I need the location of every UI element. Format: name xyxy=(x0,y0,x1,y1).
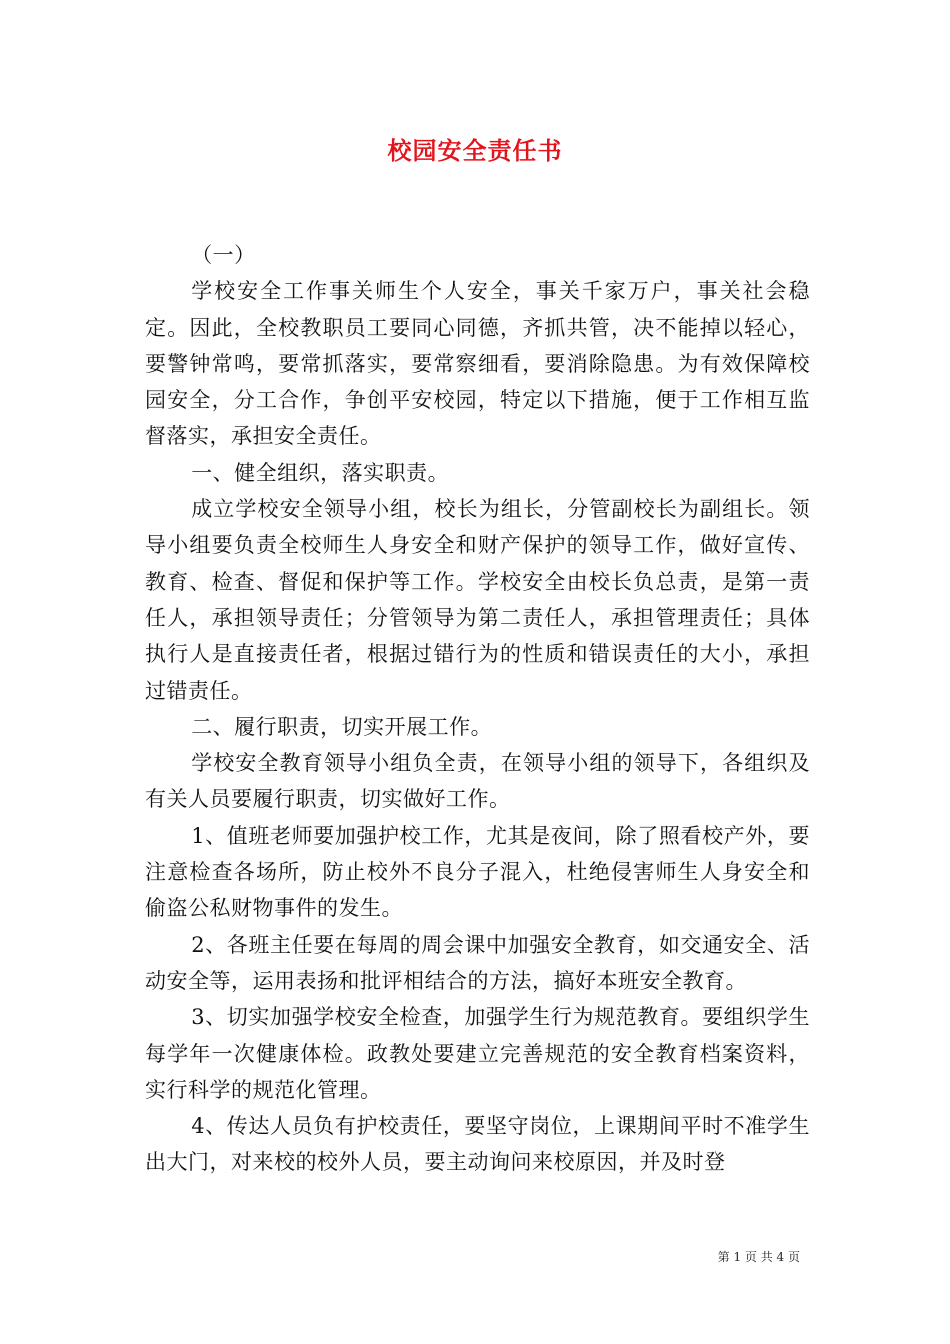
section-heading-2: 二、履行职责，切实开展工作。 xyxy=(191,714,493,739)
body-paragraph: 成立学校安全领导小组，校长为组长，分管副校长为副组长。领导小组要负责全校师生人身安全和财产保护的领导工作，做好宣传、教育、检查、督促和保护等工作。学校安全由校长负总责，是第一责任人，承担领导责任；分管领导为第二责任人，承担管理责任；具体执行人是直接责任者，根据过错行为的性质和错误责任的大小，承担过错责任。 xyxy=(145,497,810,703)
document-title: 校园安全责任书 xyxy=(387,136,563,165)
intro-paragraph: 学校安全工作事关师生个人安全，事关千家万户，事关社会稳定。因此，全校教职员工要同心同德，齐抓共管，决不能掉以轻心，要警钟常鸣，要常抓落实，要常察细看，要消除隐患。为有效保障校园安全，分工合作，争创平安校园，特定以下措施，便于工作相互监督落实，承担安全责任。 xyxy=(145,279,810,449)
page-number: 第 1 页 共 4 页 xyxy=(717,1250,800,1264)
section-number: （一） xyxy=(191,243,256,267)
body-paragraph: 学校安全教育领导小组负全责，在领导小组的领导下，各组织及有关人员要履行职责，切实做好工作。 xyxy=(145,751,810,812)
list-item-3: 3、切实加强学校安全检查，加强学生行为规范教育。要组织学生每学年一次健康体检。政教处要建立完善规范的安全教育档案资料，实行科学的规范化管理。 xyxy=(145,1005,810,1102)
list-item-4: 4、传达人员负有护校责任，要坚守岗位，上课期间平时不准学生出大门，对来校的校外人员，要主动询问来校原因，并及时登 xyxy=(145,1114,810,1175)
section-heading-1: 一、健全组织，落实职责。 xyxy=(191,460,450,485)
document-body xyxy=(145,237,810,1181)
list-item-2: 2、各班主任要在每周的周会课中加强安全教育，如交通安全、活动安全等，运用表扬和批评相结合的方法，搞好本班安全教育。 xyxy=(145,932,810,993)
list-item-1: 1、值班老师要加强护校工作，尤其是夜间，除了照看校产外，要注意检查各场所，防止校外不良分子混入，杜绝侵害师生人身安全和偷盗公私财物事件的发生。 xyxy=(145,823,810,921)
